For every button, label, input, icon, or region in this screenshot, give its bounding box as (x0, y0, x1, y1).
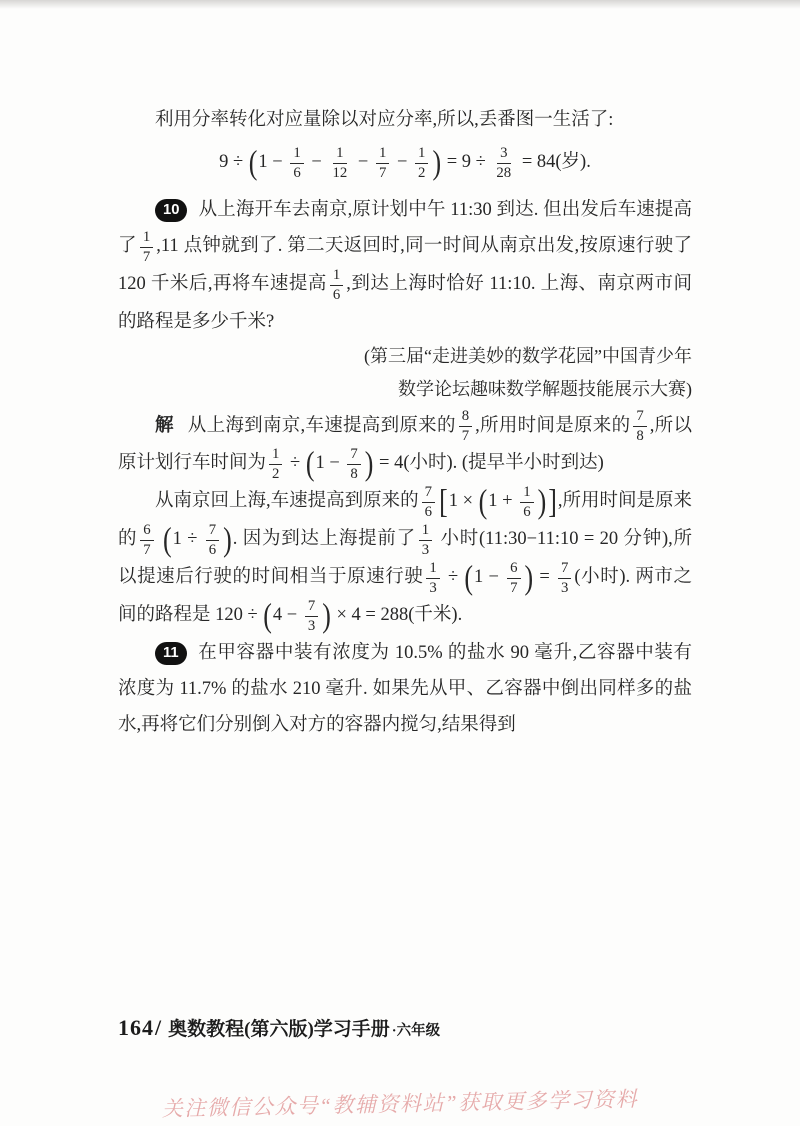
fraction-numerator: 1 (140, 228, 153, 247)
text-run (157, 530, 162, 550)
text-run: 在甲容器中装有浓度为 10.5% 的盐水 90 毫升,乙容器中装有浓度为 11.7% 的盐水 210 毫升. 如果先从甲、乙容器中倒出同样多的盐水,再将它们分别倒入对方的容器内搅匀,结果得到 (118, 643, 692, 736)
fraction-denominator: 7 (461, 427, 470, 444)
big-delimiter: ( (248, 143, 258, 182)
text-run: ,所用时间是原来的 (475, 415, 631, 436)
text-run: ,所以原计划行车时间为 (118, 415, 692, 474)
fraction (415, 144, 428, 182)
fraction-numerator: 1 (415, 144, 428, 163)
watermark-text: 关注微信公众号“教辅资料站”获取更多学习资料 (161, 1087, 639, 1121)
fraction-denominator: 8 (636, 427, 644, 444)
fraction-numerator: 7 (422, 483, 435, 502)
page-content (118, 102, 692, 743)
fraction-numerator: 1 (520, 483, 533, 502)
text-run: 利用分率转化对应量除以对应分率,所以,丢番图一生活了: (155, 110, 614, 130)
fraction (493, 144, 514, 182)
source-line: 数学论坛趣味数学解题技能展示大赛) (398, 379, 692, 400)
text-run: = 9 ÷ (442, 152, 491, 173)
fraction-denominator: 12 (332, 164, 348, 181)
text-run: (小时). 两市之间的路程是 120 ÷ (118, 567, 692, 626)
big-delimiter: ( (464, 558, 473, 597)
fraction-numerator: 7 (558, 559, 571, 578)
fraction (206, 521, 219, 559)
text-run: 1 + (488, 491, 518, 512)
text-run: 从上海开车去南京,原计划中午 11:30 到达. 但出发后车速提高了 (118, 200, 692, 257)
fraction (329, 144, 350, 182)
fraction-numerator: 3 (497, 144, 510, 163)
fraction-numerator: 1 (290, 144, 303, 163)
text-run: − (306, 152, 327, 173)
fraction-numerator: 1 (269, 445, 282, 464)
footer-grade-label: ·六年级 (391, 1023, 441, 1039)
footer-separator: / (155, 1015, 162, 1040)
text-run: = 84(岁). (517, 152, 591, 173)
fraction-denominator: 6 (332, 286, 341, 303)
big-delimiter: [ (439, 482, 448, 521)
problem-10-source (118, 340, 692, 407)
text-run: 1 − (474, 567, 505, 588)
page-footer (118, 1014, 440, 1041)
fraction-denominator: 6 (424, 503, 433, 520)
text-run: 1 × (448, 491, 478, 512)
fraction (376, 144, 389, 182)
fraction-denominator: 8 (350, 465, 358, 482)
fraction (140, 228, 153, 266)
problem-number-badge: 10 (155, 199, 187, 223)
fraction (305, 597, 318, 635)
fraction-denominator: 7 (142, 248, 151, 265)
fraction-denominator: 2 (418, 164, 426, 181)
solution-label: 解 (155, 413, 174, 435)
text-run: ÷ (442, 567, 464, 588)
fraction-denominator: 6 (208, 541, 217, 558)
fraction (140, 521, 153, 559)
text-run: 从上海到南京,车速提高到原来的 (187, 415, 456, 436)
text-run: ,11 点钟就到了. 第二天返回时,同一时间从南京出发,按原速行驶了 120 千米后,再将车速提高 (118, 236, 692, 295)
fraction-numerator: 8 (459, 407, 472, 426)
big-delimiter: ) (223, 520, 232, 559)
fraction-numerator: 7 (206, 521, 219, 540)
text-run: − (353, 152, 373, 173)
fraction-numerator: 7 (305, 597, 318, 616)
problem-10 (118, 192, 692, 340)
fraction-denominator: 6 (293, 164, 301, 181)
fraction-denominator: 7 (510, 579, 518, 596)
big-delimiter: ( (305, 444, 315, 483)
fraction-numerator: 6 (507, 559, 520, 578)
intro-paragraph (118, 102, 692, 138)
text-run: 小时(11:30−11:10 = 20 分钟),所以提速后行驶的时间相当于原速行驶 (118, 529, 692, 588)
big-delimiter: ) (537, 482, 547, 521)
fraction (330, 266, 343, 304)
fraction-numerator: 6 (140, 521, 153, 540)
footer-page-number: 164 (118, 1015, 154, 1040)
text-run: − (392, 152, 413, 173)
fraction (558, 559, 571, 597)
fraction-denominator: 6 (523, 503, 531, 520)
fraction-numerator: 7 (347, 445, 360, 464)
fraction (507, 559, 520, 597)
fraction-numerator: 1 (330, 266, 343, 285)
footer-book-title: 奥数教程(第六版)学习手册 (168, 1019, 390, 1040)
fraction-denominator: 3 (561, 579, 569, 596)
text-run: 4 − (272, 605, 302, 626)
fraction (419, 521, 432, 559)
solution-10-part1 (118, 407, 692, 484)
source-line: (第三届“走进美妙的数学花园”中国青少年 (364, 346, 692, 367)
big-delimiter: ( (478, 482, 488, 521)
text-run: 从南京回上海,车速提高到原来的 (155, 491, 419, 512)
text-run: × 4 = 288(千米). (331, 605, 463, 626)
solution-10-part2 (118, 483, 692, 635)
big-delimiter: ) (364, 444, 374, 483)
problem-11 (118, 635, 692, 743)
fraction-numerator: 1 (419, 521, 432, 540)
fraction-denominator: 7 (143, 541, 151, 558)
fraction-denominator: 3 (429, 579, 437, 596)
text-run: ,到达上海时恰好 11:10. 上海、南京两市间的路程是多少千米? (118, 274, 692, 333)
big-delimiter: ] (548, 482, 557, 521)
fraction-numerator: 1 (426, 559, 439, 578)
fraction (459, 407, 472, 445)
big-delimiter: ( (163, 520, 172, 559)
fraction (426, 559, 439, 597)
text-run: 9 ÷ (219, 152, 248, 173)
page-edge-shadow (0, 0, 800, 9)
fraction (422, 483, 435, 521)
text-run: 1 ÷ (172, 529, 203, 550)
fraction-denominator: 3 (421, 541, 430, 558)
fraction-numerator: 1 (333, 144, 346, 163)
fraction-denominator: 3 (307, 617, 316, 634)
fraction-denominator: 28 (496, 164, 512, 181)
big-delimiter: ( (263, 596, 272, 635)
text-run: ,所用时间是原来的 (118, 491, 692, 550)
fraction (633, 407, 646, 445)
text-run: = (534, 567, 555, 588)
big-delimiter: ) (432, 143, 442, 182)
text-run: 1 − (315, 453, 345, 474)
text-run: . 因为到达上海提前了 (232, 529, 416, 550)
diophantus-formula (118, 144, 692, 182)
big-delimiter: ) (524, 558, 534, 597)
fraction-numerator: 1 (376, 144, 389, 163)
big-delimiter: ) (322, 596, 331, 635)
fraction-denominator: 7 (378, 164, 387, 181)
fraction (347, 445, 360, 483)
fraction (520, 483, 533, 521)
text-run: = 4(小时). (提早半小时到达) (374, 453, 604, 474)
text-run: ÷ (285, 453, 305, 474)
fraction-numerator: 7 (633, 407, 646, 426)
fraction-denominator: 2 (272, 465, 280, 482)
text-run: 1 − (258, 152, 288, 173)
fraction (269, 445, 282, 483)
problem-number-badge: 11 (155, 642, 187, 666)
fraction (290, 144, 303, 182)
